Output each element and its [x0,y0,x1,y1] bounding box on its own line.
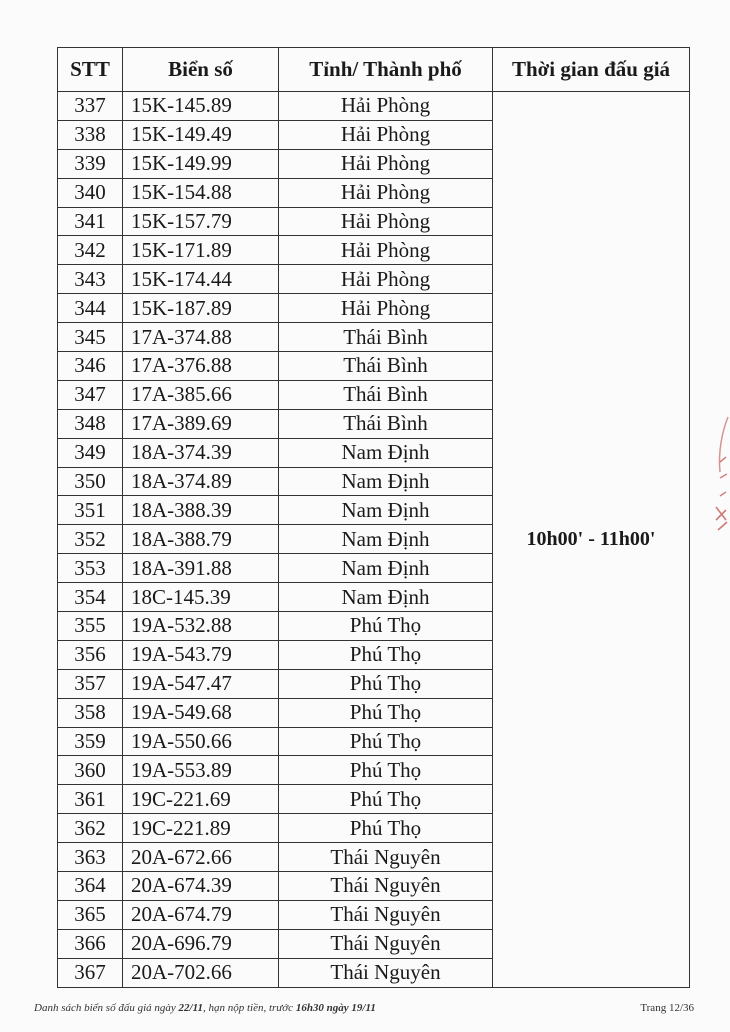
row-plate: 18A-388.39 [123,496,279,525]
row-stt: 358 [58,698,123,727]
row-province: Nam Định [279,467,493,496]
row-stt: 351 [58,496,123,525]
row-province: Phú Thọ [279,640,493,669]
row-stt: 348 [58,409,123,438]
row-plate: 19A-550.66 [123,727,279,756]
row-plate: 15K-157.79 [123,207,279,236]
row-stt: 352 [58,525,123,554]
row-province: Thái Bình [279,352,493,381]
table-header-row [58,48,690,92]
header-time: Thời gian đấu giá [493,48,690,92]
row-province: Thái Nguyên [279,843,493,872]
row-province: Thái Bình [279,380,493,409]
header-plate: Biển số [123,48,279,92]
row-plate: 15K-174.44 [123,265,279,294]
row-province: Hải Phòng [279,236,493,265]
row-province: Thái Bình [279,323,493,352]
row-plate: 15K-171.89 [123,236,279,265]
footer-text-2: , hạn nộp tiền, trước [202,1002,296,1014]
row-stt: 359 [58,727,123,756]
row-plate: 19A-543.79 [123,640,279,669]
row-stt: 339 [58,149,123,178]
row-province: Phú Thọ [279,669,493,698]
row-plate: 20A-674.79 [123,900,279,929]
red-stamp-edge-icon [712,412,730,542]
row-plate: 19C-221.89 [123,814,279,843]
row-plate: 19C-221.69 [123,785,279,814]
row-stt: 364 [58,872,123,901]
row-province: Thái Nguyên [279,900,493,929]
row-plate: 17A-389.69 [123,409,279,438]
auction-time: 10h00' - 11h00' [493,92,690,988]
page-number: Trang 12/36 [640,1002,694,1014]
row-stt: 343 [58,265,123,294]
row-plate: 18A-391.88 [123,554,279,583]
row-plate: 19A-532.88 [123,612,279,641]
row-province: Phú Thọ [279,612,493,641]
row-plate: 18A-374.89 [123,467,279,496]
row-stt: 347 [58,380,123,409]
footer-text-1: Danh sách biển số đấu giá ngày [34,1002,179,1014]
row-province: Hải Phòng [279,149,493,178]
row-stt: 362 [58,814,123,843]
auction-table [57,47,690,988]
row-province: Hải Phòng [279,207,493,236]
row-stt: 367 [58,958,123,987]
row-plate: 19A-547.47 [123,669,279,698]
row-province: Phú Thọ [279,727,493,756]
row-province: Phú Thọ [279,814,493,843]
row-stt: 360 [58,756,123,785]
footer-auction-date: 22/11 [178,1002,203,1014]
row-plate: 15K-154.88 [123,178,279,207]
row-province: Phú Thọ [279,698,493,727]
row-province: Thái Nguyên [279,872,493,901]
table-row [58,92,690,121]
row-plate: 18C-145.39 [123,583,279,612]
row-plate: 15K-149.49 [123,120,279,149]
row-stt: 341 [58,207,123,236]
row-province: Thái Nguyên [279,929,493,958]
row-province: Nam Định [279,525,493,554]
row-stt: 357 [58,669,123,698]
row-stt: 363 [58,843,123,872]
row-plate: 19A-553.89 [123,756,279,785]
row-stt: 350 [58,467,123,496]
row-stt: 345 [58,323,123,352]
row-province: Nam Định [279,554,493,583]
row-stt: 356 [58,640,123,669]
row-stt: 342 [58,236,123,265]
row-plate: 17A-385.66 [123,380,279,409]
row-plate: 19A-549.68 [123,698,279,727]
row-plate: 20A-696.79 [123,929,279,958]
row-stt: 353 [58,554,123,583]
row-province: Phú Thọ [279,756,493,785]
row-province: Hải Phòng [279,178,493,207]
row-plate: 18A-388.79 [123,525,279,554]
row-stt: 366 [58,929,123,958]
row-province: Hải Phòng [279,92,493,121]
row-plate: 20A-702.66 [123,958,279,987]
row-province: Hải Phòng [279,265,493,294]
table-body [58,92,690,988]
row-province: Nam Định [279,583,493,612]
row-plate: 20A-674.39 [123,872,279,901]
row-stt: 361 [58,785,123,814]
row-plate: 17A-376.88 [123,352,279,381]
row-plate: 17A-374.88 [123,323,279,352]
footer-deadline: 16h30 ngày 19/11 [295,1002,376,1014]
row-stt: 344 [58,294,123,323]
row-province: Nam Định [279,496,493,525]
row-stt: 338 [58,120,123,149]
row-stt: 340 [58,178,123,207]
header-stt: STT [58,48,123,92]
row-province: Thái Bình [279,409,493,438]
row-stt: 337 [58,92,123,121]
row-province: Nam Định [279,438,493,467]
row-plate: 18A-374.39 [123,438,279,467]
row-province: Hải Phòng [279,294,493,323]
row-plate: 15K-145.89 [123,92,279,121]
row-stt: 355 [58,612,123,641]
row-stt: 349 [58,438,123,467]
row-province: Thái Nguyên [279,958,493,987]
row-plate: 15K-187.89 [123,294,279,323]
header-province: Tỉnh/ Thành phố [279,48,493,92]
row-stt: 354 [58,583,123,612]
row-province: Phú Thọ [279,785,493,814]
row-plate: 15K-149.99 [123,149,279,178]
row-province: Hải Phòng [279,120,493,149]
page-footer [34,1002,694,1020]
row-stt: 346 [58,352,123,381]
row-stt: 365 [58,900,123,929]
row-plate: 20A-672.66 [123,843,279,872]
